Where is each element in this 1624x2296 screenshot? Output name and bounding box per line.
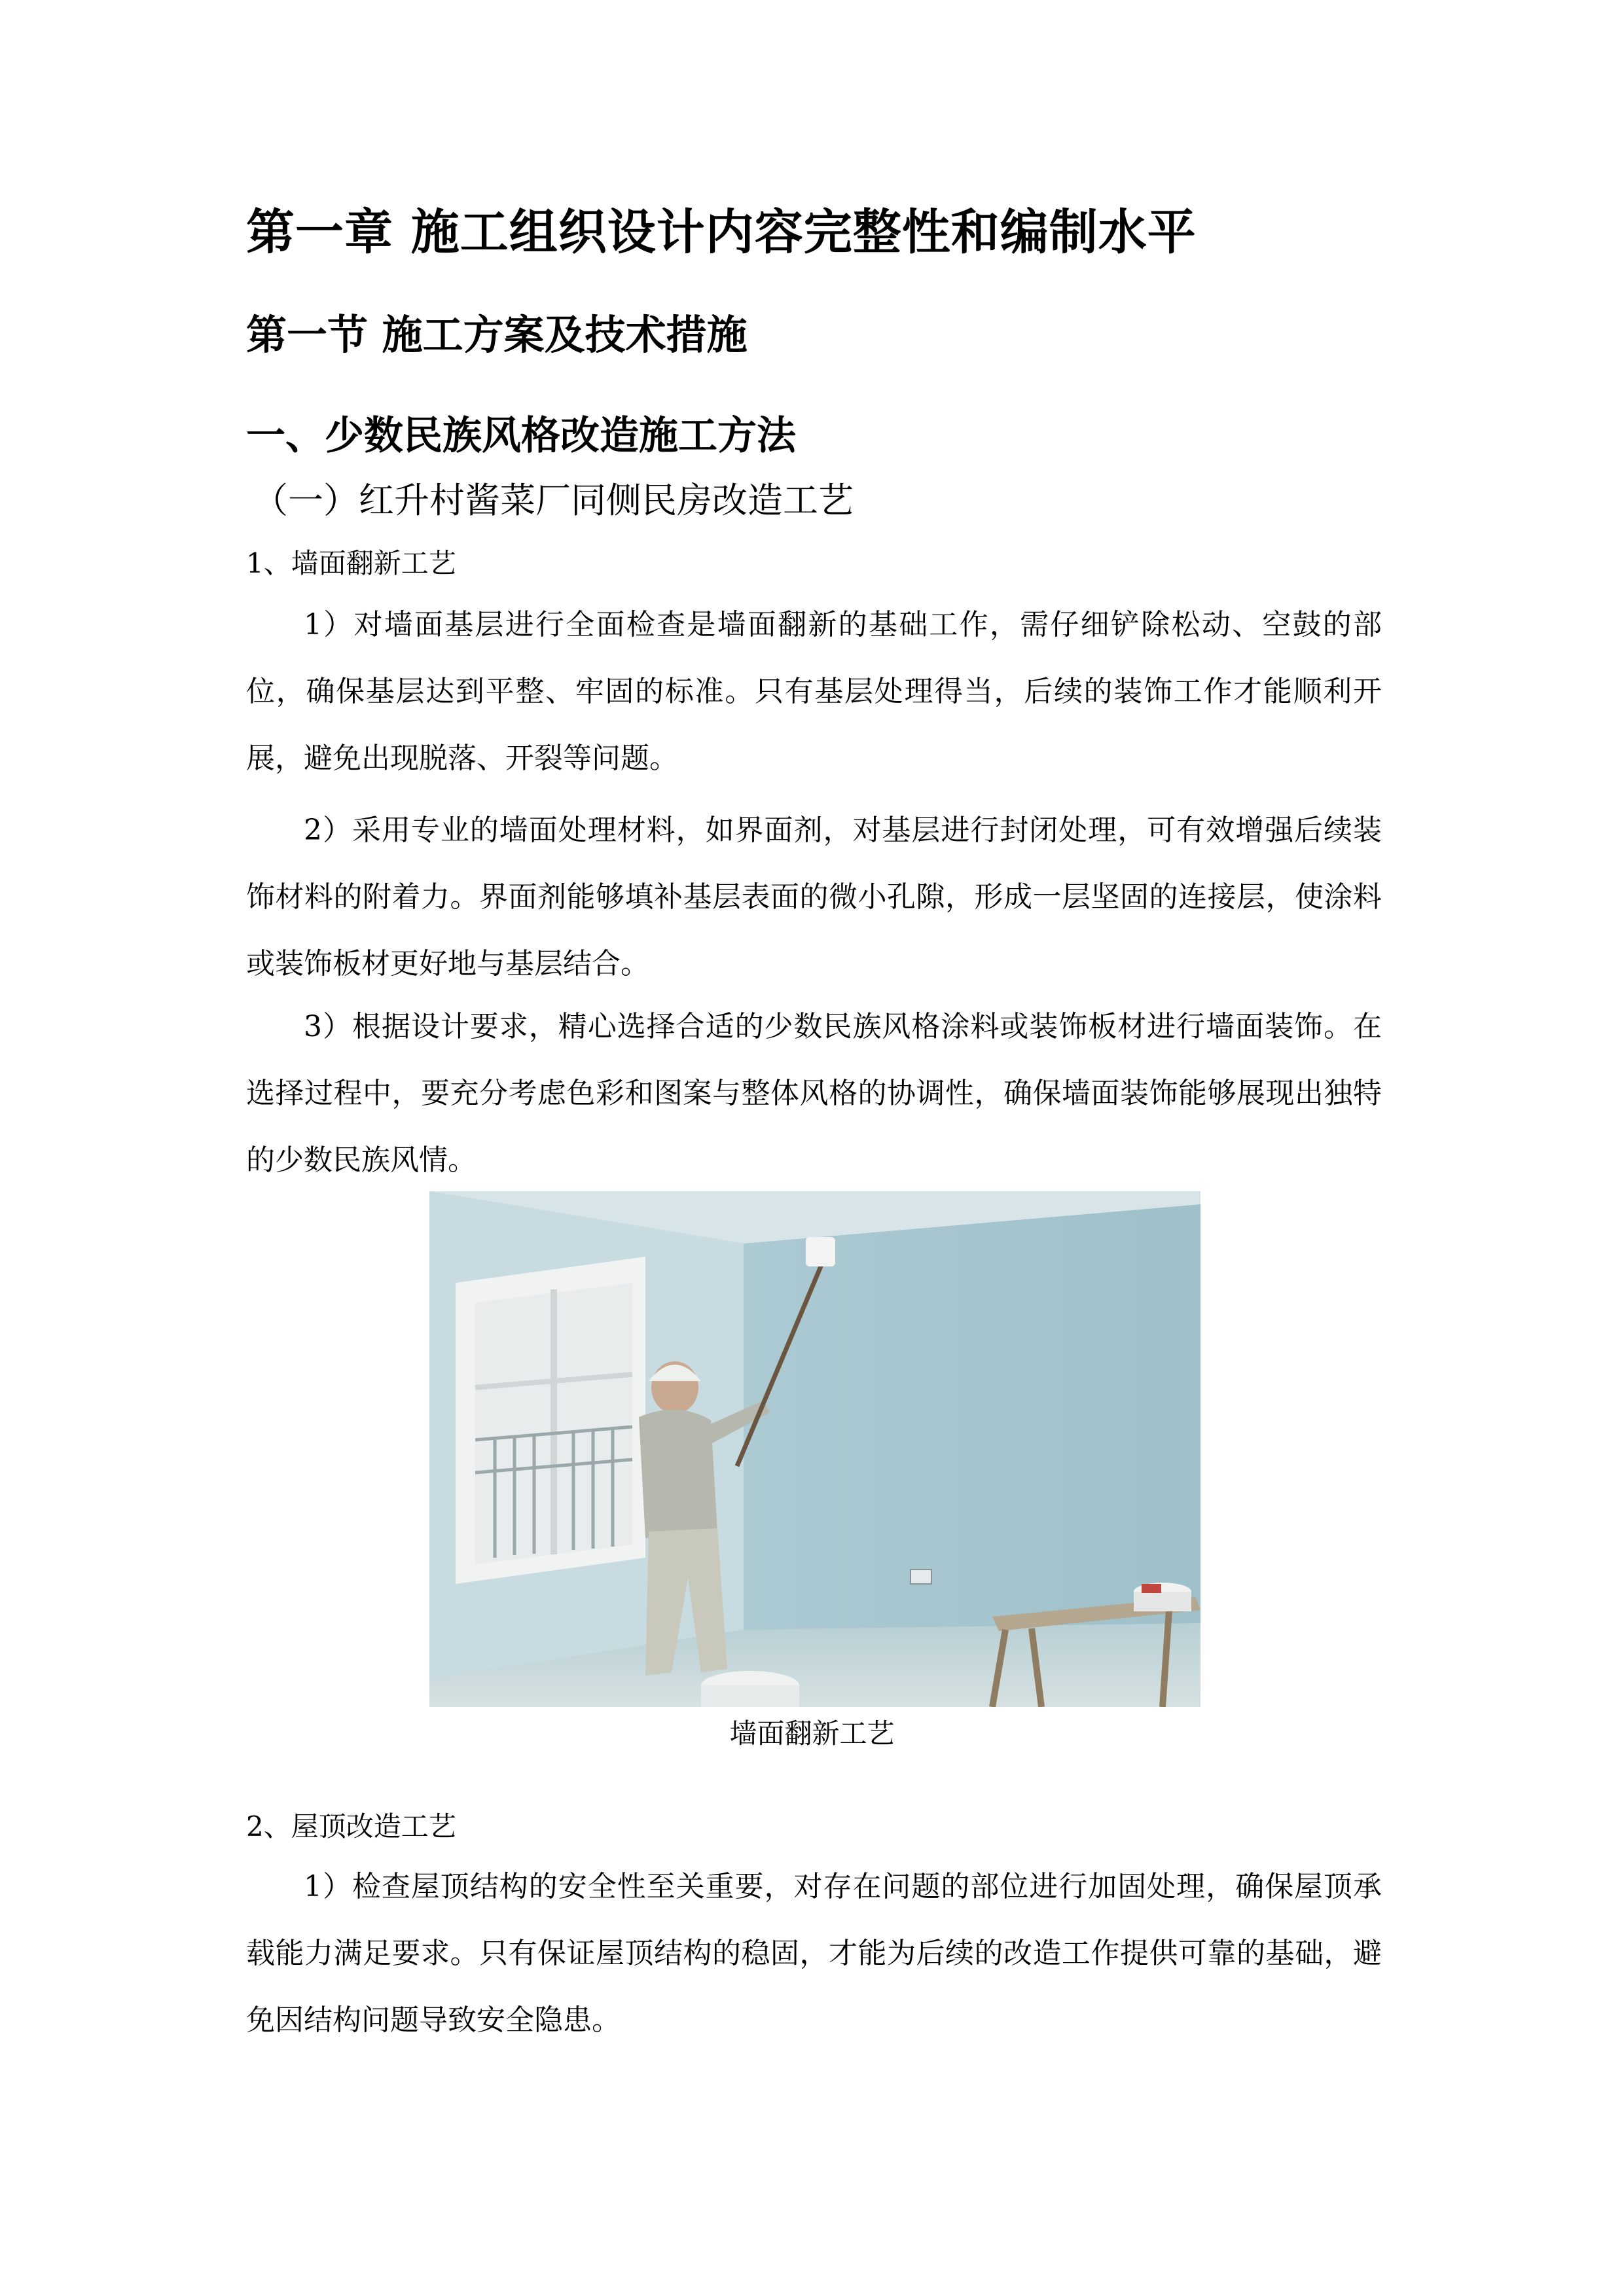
paragraph-wall-3: 3）根据设计要求，精心选择合适的少数民族风格涂料或装饰板材进行墙面装饰。在选择过程中，要充分考虑色彩和图案与整体风格的协调性，确保墙面装饰能够展现出独特的少数民族风情。 xyxy=(246,1010,1382,1177)
paragraph-wall-1: 1）对墙面基层进行全面检查是墙面翻新的基础工作，需仔细铲除松动、空鼓的部位，确保基层达到平整、牢固的标准。只有基层处理得当，后续的装饰工作才能顺利开展，避免出现脱落、开裂等问题。 xyxy=(246,608,1382,775)
subsection-title: 一、少数民族风格改造施工方法 xyxy=(246,413,796,459)
section-title: 第一节 施工方案及技术措施 xyxy=(246,311,748,359)
item-heading-wall: 1、墙面翻新工艺 xyxy=(246,547,456,579)
chapter-title: 第一章 施工组织设计内容完整性和编制水平 xyxy=(246,204,1197,260)
figure-caption: 墙面翻新工艺 xyxy=(729,1717,895,1749)
subsubsection-title: （一）红升村酱菜厂同侧民房改造工艺 xyxy=(253,480,854,521)
paragraph-wall-2: 2）采用专业的墙面处理材料，如界面剂，对基层进行封闭处理，可有效增强后续装饰材料的附着力。界面剂能够填补基层表面的微小孔隙，形成一层坚固的连接层，使涂料或装饰板材更好地与基层结合。 xyxy=(246,814,1382,980)
wall-painting-photo xyxy=(429,1191,1200,1707)
paragraph-roof-1: 1）检查屋顶结构的安全性至关重要，对存在问题的部位进行加固处理，确保屋顶承载能力满足要求。只有保证屋顶结构的稳固，才能为后续的改造工作提供可靠的基础，避免因结构问题导致安全隐患。 xyxy=(246,1870,1382,2037)
item-heading-roof: 2、屋顶改造工艺 xyxy=(246,1810,456,1842)
